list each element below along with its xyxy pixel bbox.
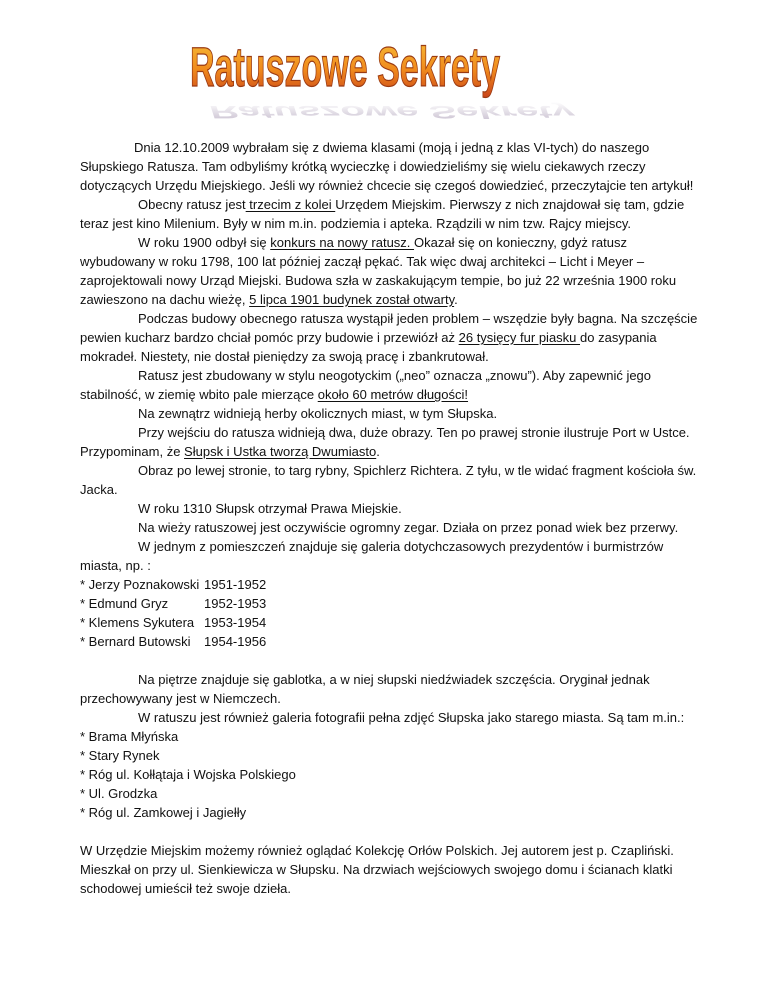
president-years: 1951-1952 — [204, 577, 267, 592]
president-name: * Edmund Gryz — [80, 596, 169, 611]
list-item: * Ul. Grodzka — [80, 786, 158, 801]
president-name: * Bernard Butowski — [80, 634, 191, 649]
text-run: . — [454, 292, 458, 307]
paragraph-coats-of-arms: Na zewnątrz widnieją herby okolicznych miast, w tym Słupska. — [138, 406, 498, 421]
paragraph-photo-gallery: W ratuszu jest również galeria fotografii pełna zdjęć Słupska jako starego miasta. Są tam m.in.: — [138, 710, 685, 725]
underlined-text: około 60 metrów długości! — [317, 387, 469, 402]
list-item: * Stary Rynek — [80, 748, 160, 763]
title-text: Ratuszowe Sekrety — [190, 35, 500, 98]
wordart-title — [180, 14, 578, 130]
text-run: Obecny ratusz jest — [138, 197, 246, 212]
text-run: Ratusz jest zbudowany w stylu neogotyckim („neo” oznacza „znowu”). Aby zapewnić jego stabilność, w ziemię wbito pale mierzące — [80, 368, 652, 402]
president-name: * Klemens Sykutera — [80, 615, 195, 630]
text-run: . — [376, 444, 380, 459]
paragraph-clock: Na wieży ratuszowej jest oczywiście ogromny zegar. Działa on przez ponad wiek bez przerwy. — [138, 520, 679, 535]
list-item — [80, 575, 700, 594]
title-reflection: Ratuszowe Sekrety — [206, 101, 578, 122]
article-body — [80, 138, 700, 898]
paragraph-third-town-hall — [80, 195, 700, 233]
list-item: * Róg ul. Zamkowej i Jagiełły — [80, 805, 247, 820]
text-run: do zasypania mokradeł. Niestety, nie dostał pieniędzy za swoją pracę i zbankrutował. — [80, 330, 657, 364]
underlined-text: trzecim z kolei — [245, 197, 336, 212]
president-years: 1953-1954 — [204, 615, 267, 630]
underlined-text: 26 tysięcy fur piasku — [458, 330, 581, 345]
president-years: 1952-1953 — [204, 596, 267, 611]
list-item — [80, 632, 700, 651]
photos-list — [80, 727, 700, 822]
president-years: 1954-1956 — [204, 634, 267, 649]
text-run: Okazał się on konieczny, gdyż ratusz wybudowany w roku 1798, 100 lat później zaczął pękać. Tak więc dwaj architekci – Licht i Meyer – zaprojektowali nowy Urząd Miejski. Budowa szła w zaskakującym tempie, bo już 22 września 1900 roku zawieszono na dachu wieżę, — [80, 235, 677, 307]
paragraph-gallery: W jednym z pomieszczeń znajduje się galeria dotychczasowych prezydentów i burmistrzów miasta, np. : — [80, 539, 664, 573]
spacer — [80, 651, 700, 670]
paragraph-neogothic — [80, 366, 700, 404]
list-item — [80, 613, 700, 632]
paragraph-left-painting: Obraz po lewej stronie, to targ rybny, Spichlerz Richtera. Z tyłu, w tle widać fragment kościoła św. Jacka. — [80, 463, 697, 497]
text-run: Przy wejściu do ratusza widnieją dwa, duże obrazy. Ten po prawej stronie ilustruje Port w Ustce. Przypominam, że — [80, 425, 690, 459]
underlined-text: 5 lipca 1901 budynek został otwarty — [249, 292, 455, 307]
list-item: * Brama Młyńska — [80, 729, 179, 744]
paragraph-competition — [80, 233, 700, 309]
paragraph-intro: Dnia 12.10.2009 wybrałam się z dwiema klasami (moją i jedną z klas VI-tych) do naszego Słupskiego Ratusza. Tam odbyliśmy krótką wycieczkę i dowiedzieliśmy się wielu ciekawych rzeczy dotyczących Urzędu Miejskiego. Jeśli wy również chcecie się czegoś dowiedzieć, przeczytajcie ten artykuł! — [80, 140, 694, 193]
president-name: * Jerzy Poznakowski — [80, 577, 200, 592]
underlined-text: Słupsk i Ustka tworzą Dwumiasto — [184, 444, 377, 459]
list-item — [80, 594, 700, 613]
paragraph-bear: Na piętrze znajduje się gablotka, a w niej słupski niedźwiadek szczęścia. Oryginał jednak przechowywany jest w Niemczech. — [80, 672, 650, 706]
spacer — [80, 822, 700, 841]
list-item: * Róg ul. Kołłątaja i Wojska Polskiego — [80, 767, 296, 782]
paragraph-eagles: W Urzędzie Miejskim możemy również oglądać Kolekcję Orłów Polskich. Jej autorem jest p. Czapliński. Mieszkał on przy ul. Sienkiewicza w Słupsku. Na drzwiach wejściowych swojego domu i ścianach klatki schodowej umieścił też swoje dzieła. — [80, 843, 674, 896]
paragraph-town-rights: W roku 1310 Słupsk otrzymał Prawa Miejskie. — [138, 501, 402, 516]
underlined-text: konkurs na nowy ratusz. — [270, 235, 415, 250]
presidents-list — [80, 575, 700, 651]
paragraph-swamps — [80, 309, 700, 366]
text-run: Urzędem Miejskim. Pierwszy z nich znajdował się tam, gdzie teraz jest kino Milenium. Były w nim m.in. podziemia i apteka. Rządzili w nim tzw. Rajcy miejscy. — [80, 197, 685, 231]
paragraph-paintings — [80, 423, 700, 461]
text-run: Podczas budowy obecnego ratusza wystąpił jeden problem – wszędzie były bagna. Na szczęście pewien kucharz bardzo chciał pomóc przy budowie i przewiózł aż — [80, 311, 698, 345]
text-run: W roku 1900 odbył się — [138, 235, 271, 250]
